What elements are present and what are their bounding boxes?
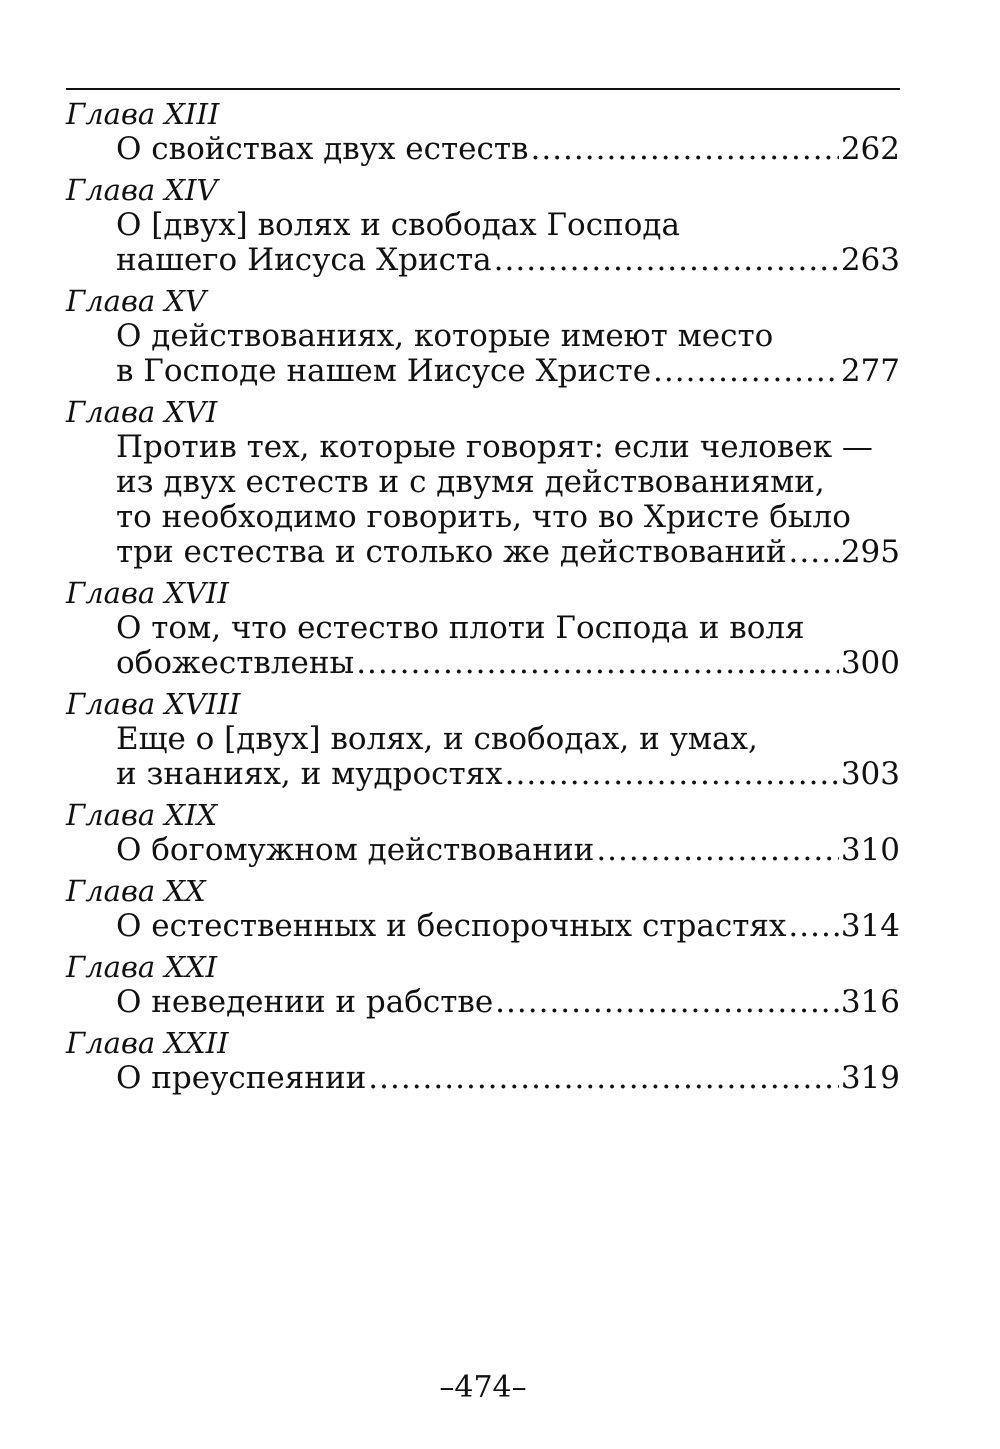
toc-entry [66, 395, 900, 570]
top-rule [66, 88, 900, 90]
title-text: О свойствах двух естеств [116, 131, 529, 167]
toc-entry [66, 874, 900, 944]
page-ref: 300 [840, 645, 900, 681]
title-text: О неведении и рабстве [116, 984, 494, 1020]
title-text: О богомужном действовании [116, 832, 595, 868]
page-ref: 263 [840, 242, 900, 278]
chapter-heading: Глава XIX [66, 798, 218, 832]
title-line: О действованиях, которые имеют место [116, 318, 774, 354]
title-line [116, 985, 900, 1020]
dot-leader [495, 985, 839, 1020]
toc-entry [66, 284, 900, 389]
chapter-heading: Глава XXI [66, 950, 218, 984]
title-line [116, 833, 900, 868]
title-line [116, 243, 900, 278]
title-line [116, 1061, 900, 1096]
dot-leader [356, 646, 839, 681]
page-ref: 277 [840, 353, 900, 389]
title-text: в Господе нашем Иисусе Христе [116, 353, 652, 389]
chapter-title [66, 909, 900, 944]
chapter-heading: Глава XVI [66, 395, 218, 429]
page-ref: 303 [840, 756, 900, 792]
toc-entry [66, 950, 900, 1020]
chapter-heading: Глава XXII [66, 1026, 229, 1060]
page-ref: 295 [840, 534, 900, 570]
chapter-heading: Глава XVII [66, 576, 229, 610]
dot-leader [368, 1061, 839, 1096]
chapter-heading: Глава XIV [66, 173, 218, 207]
chapter-title [66, 833, 900, 868]
table-of-contents [66, 97, 900, 1102]
page-ref: 310 [840, 832, 900, 868]
title-line: О [двух] волях и свободах Господа [116, 207, 680, 243]
page-ref: 262 [840, 131, 900, 167]
dot-leader [494, 243, 839, 278]
dot-leader [530, 132, 838, 167]
title-line [116, 909, 900, 944]
page-number: –474– [439, 1370, 527, 1405]
dot-leader [788, 909, 838, 944]
book-page [66, 0, 900, 1449]
title-text: О естественных и беспорочных страстях [116, 908, 787, 944]
toc-entry [66, 576, 900, 681]
title-line: О том, что естество плоти Господа и воля [116, 610, 805, 646]
chapter-title [66, 319, 900, 389]
page-ref: 319 [840, 1060, 900, 1096]
dot-leader [505, 757, 839, 792]
title-text: нашего Иисуса Христа [116, 242, 492, 278]
toc-entry [66, 97, 900, 167]
chapter-heading: Глава XVIII [66, 687, 241, 721]
chapter-heading: Глава XX [66, 874, 206, 908]
chapter-title [66, 985, 900, 1020]
title-line [116, 646, 900, 681]
toc-entry [66, 173, 900, 278]
page-ref: 316 [840, 984, 900, 1020]
title-line: Еще о [двух] волях, и свободах, и умах, [116, 721, 758, 757]
dot-leader [653, 354, 839, 389]
dot-leader [596, 833, 839, 868]
title-line [116, 535, 900, 570]
title-line: Против тех, которые говорят: если человек — [116, 429, 873, 465]
toc-entry [66, 1026, 900, 1096]
chapter-title [66, 430, 900, 570]
title-text: три естества и столько же действований [116, 534, 787, 570]
chapter-title [66, 611, 900, 681]
title-line [116, 132, 900, 167]
chapter-title [66, 132, 900, 167]
chapter-heading: Глава XIII [66, 97, 220, 131]
chapter-title [66, 208, 900, 278]
title-line: то необходимо говорить, что во Христе было [116, 499, 851, 535]
title-text: обожествлены [116, 645, 355, 681]
chapter-title [66, 722, 900, 792]
title-text: О преуспеянии [116, 1060, 367, 1096]
chapter-title [66, 1061, 900, 1096]
title-line: из двух естеств и с двумя действованиями, [116, 464, 825, 500]
toc-entry [66, 798, 900, 868]
page-ref: 314 [840, 908, 900, 944]
title-line [116, 757, 900, 792]
dot-leader [789, 535, 839, 570]
toc-entry [66, 687, 900, 792]
title-line [116, 354, 900, 389]
chapter-heading: Глава XV [66, 284, 206, 318]
title-text: и знаниях, и мудростях [116, 756, 503, 792]
